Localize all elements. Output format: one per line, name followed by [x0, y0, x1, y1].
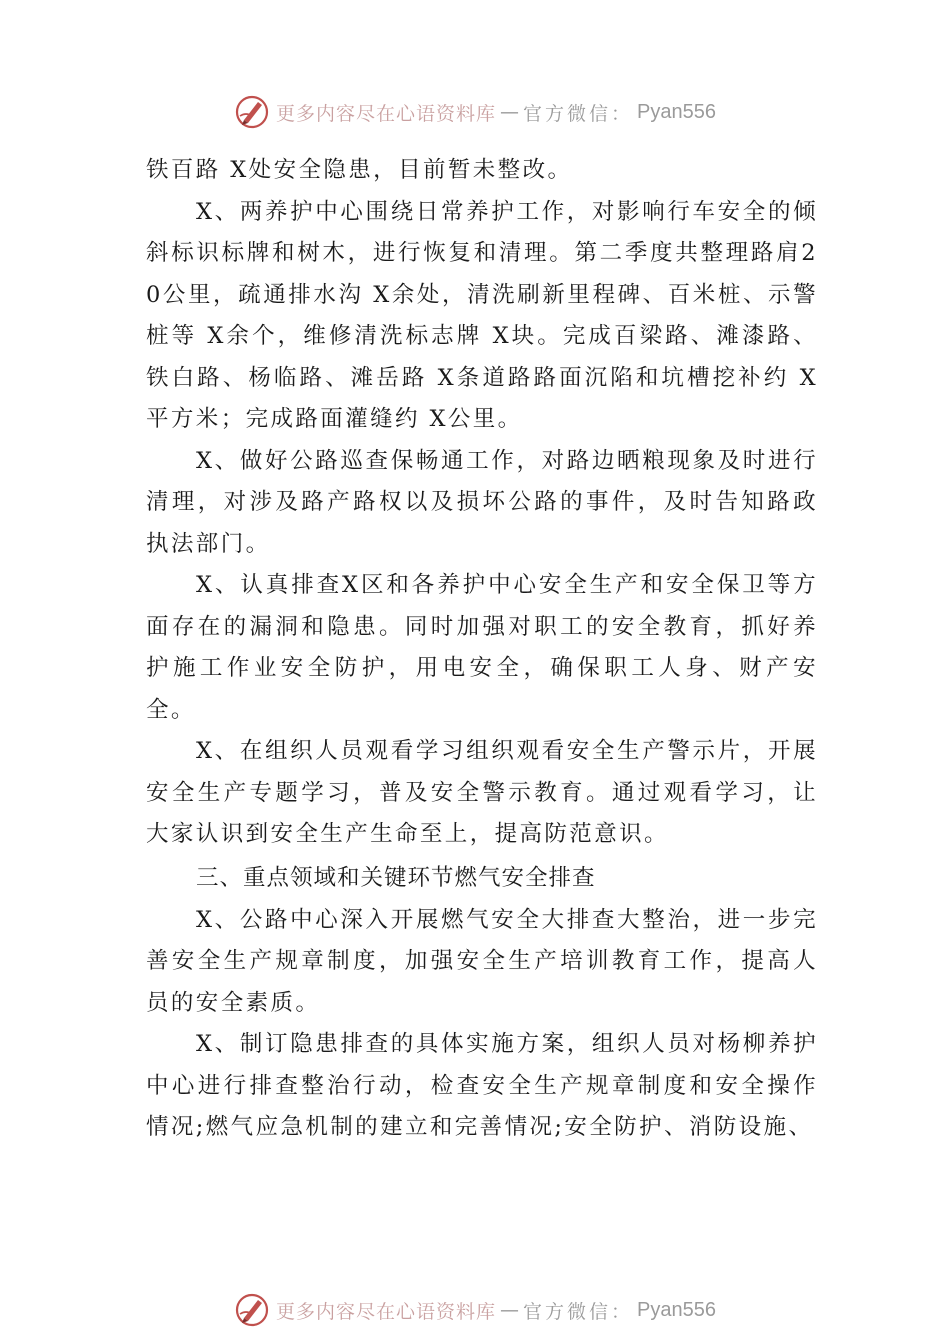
paragraph-implementation-plan: X、制订隐患排查的具体实施方案，组织人员对杨柳养护中心进行排查整治行动，检查安全生产规章制度和安全操作情况;燃气应急机制的建立和完善情况;安全防护、消防设施、: [146, 1031, 818, 1140]
paragraph-continuation: 铁百路 X处安全隐患，目前暂未整改。: [146, 157, 573, 183]
paragraph-safety-video: X、在组织人员观看学习组织观看安全生产警示片，开展安全生产专题学习，普及安全警示教育。通过观看学习，让大家认识到安全生产生命至上，提高防范意识。: [146, 738, 818, 847]
banner-dash: —: [500, 101, 520, 123]
header-watermark-banner: [0, 92, 950, 132]
banner-main-text: 更多内容尽在心语资料库: [276, 1300, 497, 1323]
paragraph-hazard-check: X、认真排查X区和各养护中心安全生产和安全保卫等方面存在的漏洞和隐患。同时加强对职工的安全教育，抓好养护施工作业安全防护，用电安全，确保职工人身、财产安全。: [146, 572, 818, 723]
banner-wechat-id: Pyan556: [637, 1298, 716, 1321]
banner-wechat-label: 官方微信：: [523, 102, 634, 125]
pen-seal-icon: [234, 1292, 270, 1328]
document-body: [146, 150, 818, 1149]
footer-watermark-banner: [0, 1290, 950, 1330]
banner-main-text: 更多内容尽在心语资料库: [276, 102, 497, 125]
section-heading-gas-safety: 三、重点领域和关键环节燃气安全排查: [196, 864, 596, 891]
paragraph-gas-inspection: X、公路中心深入开展燃气安全大排查大整治，进一步完善安全生产规章制度，加强安全生产培训教育工作，提高人员的安全素质。: [146, 906, 818, 1016]
banner-wechat-id: Pyan556: [637, 100, 716, 123]
banner-wechat-label: 官方微信：: [523, 1300, 634, 1323]
banner-dash: —: [500, 1299, 520, 1321]
paragraph-maintenance: X、两养护中心围绕日常养护工作，对影响行车安全的倾斜标识标牌和树木，进行恢复和清理。第二季度共整理路肩20公里，疏通排水沟 X余处，清洗刷新里程碑、百米桩、示警桩等 X余个，维修清洗标志牌 X块。完成百梁路、滩漆路、铁白路、杨临路、滩岳路 X条道路路面沉陷和坑槽挖补约 X平方米；完成路面灌缝约 X公里。: [146, 198, 818, 432]
pen-seal-icon: [234, 94, 270, 130]
paragraph-patrol: X、做好公路巡查保畅通工作，对路边晒粮现象及时进行清理，对涉及路产路权以及损坏公路的事件，及时告知路政执法部门。: [146, 447, 818, 557]
